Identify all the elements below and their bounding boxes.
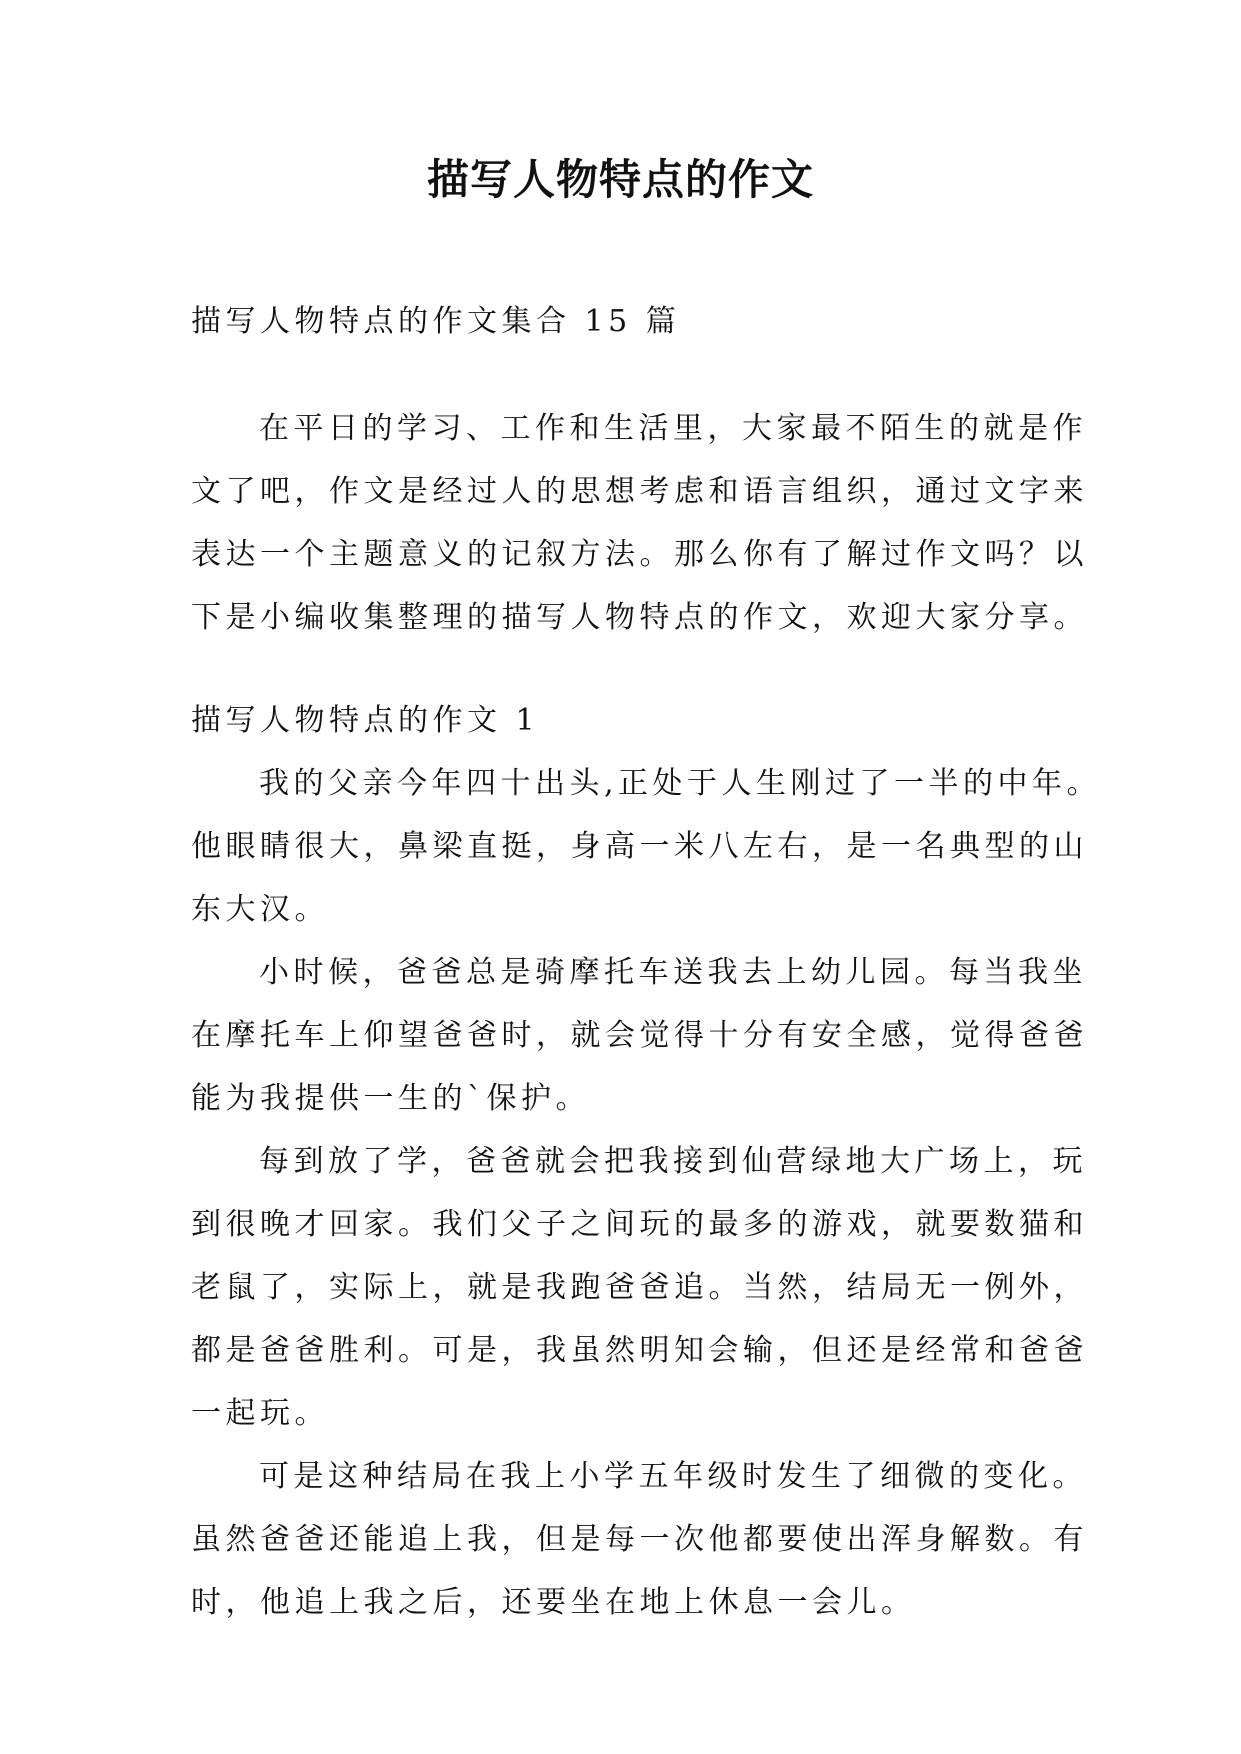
spacer — [191, 649, 1061, 689]
text-line: 我的父亲今年四十出头,正处于人生刚过了一半的中年。 — [259, 766, 1102, 801]
text-line: 都是爸爸胜利。可是，我虽然明知会输，但还是经常和爸爸 — [191, 1333, 1088, 1368]
intro-paragraph — [191, 397, 1088, 649]
text-line: 虽然爸爸还能追上我，但是每一次他都要使出浑身解数。有 — [191, 1522, 1088, 1557]
text-line: 在摩托车上仰望爸爸时，就会觉得十分有安全感，觉得爸爸 — [191, 1018, 1088, 1053]
text-line: 可是这种结局在我上小学五年级时发生了细微的变化。 — [259, 1459, 1087, 1494]
text-line: 每到放了学，爸爸就会把我接到仙营绿地大广场上，玩 — [259, 1144, 1087, 1179]
text-line: 东大汉。 — [191, 892, 329, 927]
document-body — [191, 290, 1102, 1634]
text-line: 他眼睛很大，鼻梁直挺，身高一米八左右，是一名典型的山 — [191, 829, 1088, 864]
text-line: 文了吧，作文是经过人的思想考虑和语言组织，通过文字来 — [191, 474, 1088, 509]
page-title: 描写人物特点的作文 — [426, 155, 814, 204]
text-line: 一起玩。 — [191, 1396, 329, 1431]
text-line: 下是小编收集整理的描写人物特点的作文，欢迎大家分享。 — [191, 600, 1088, 635]
text-line: 表达一个主题意义的记叙方法。那么你有了解过作文吗？以 — [191, 537, 1088, 572]
paragraph-4 — [191, 1445, 1088, 1634]
text-line: 时，他追上我之后，还要坐在地上休息一会儿。 — [191, 1585, 916, 1620]
spacer — [191, 353, 1061, 397]
text-line: 到很晚才回家。我们父子之间玩的最多的游戏，就要数猫和 — [191, 1207, 1088, 1242]
section-heading: 描写人物特点的作文 1 — [191, 703, 540, 738]
text-line: 能为我提供一生的`保护。 — [191, 1081, 590, 1116]
text-line: 老鼠了，实际上，就是我跑爸爸追。当然，结局无一例外， — [191, 1270, 1088, 1305]
text-line: 小时候，爸爸总是骑摩托车送我去上幼儿园。每当我坐 — [259, 955, 1087, 990]
subtitle: 描写人物特点的作文集合 15 篇 — [191, 304, 681, 339]
text-line: 在平日的学习、工作和生活里，大家最不陌生的就是作 — [259, 411, 1087, 446]
paragraph-3 — [191, 1130, 1088, 1445]
paragraph-1 — [191, 752, 1102, 941]
paragraph-2 — [191, 941, 1088, 1130]
